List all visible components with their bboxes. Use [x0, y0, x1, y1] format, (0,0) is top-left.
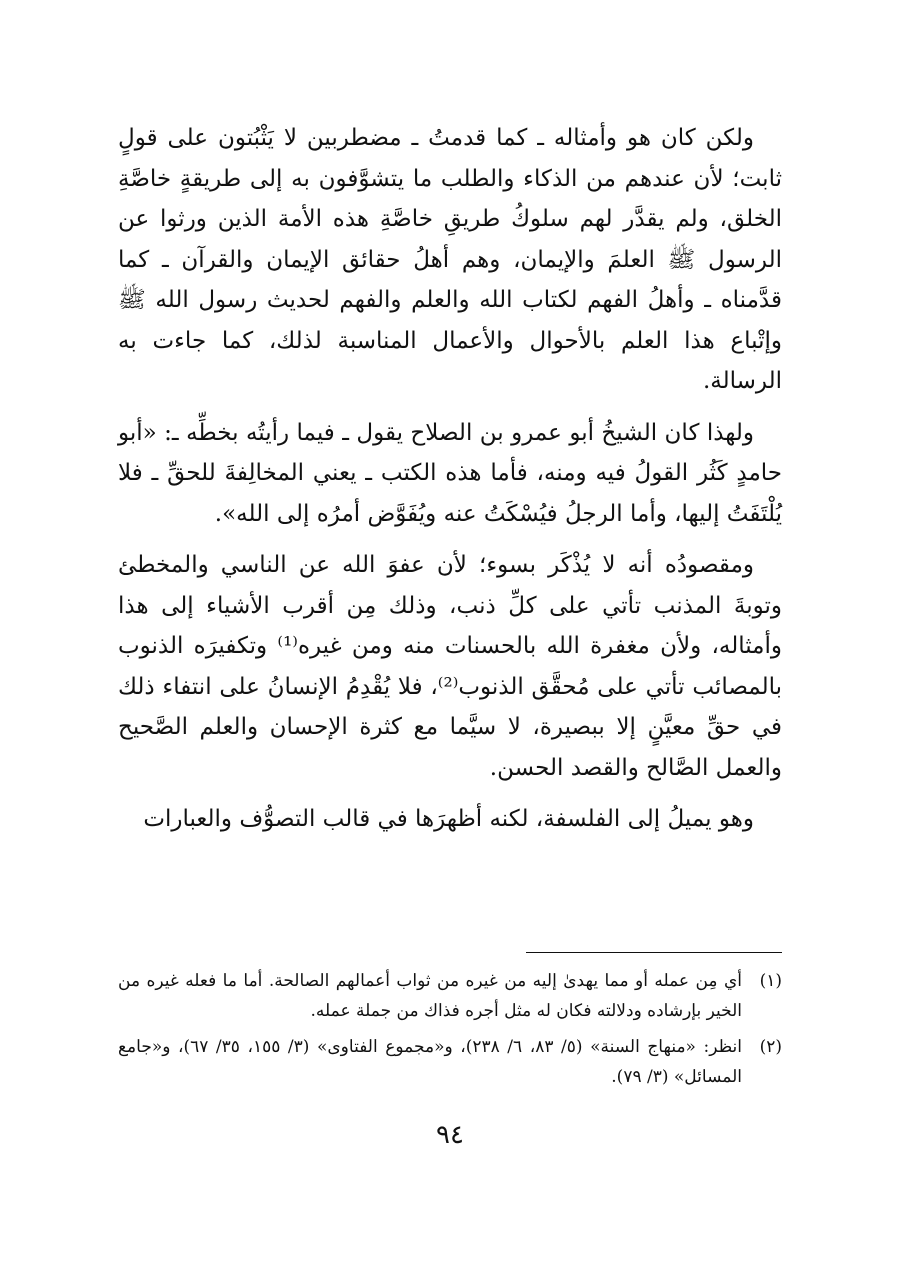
footnotes	[118, 966, 782, 1098]
main-text	[118, 118, 782, 851]
footnote-2	[118, 1032, 782, 1092]
paragraph-3: ومقصودُه أنه لا يُذْكَر بسوء؛ لأن عفوَ الله عن الناسي والمخطئ وتوبةَ المذنب تأتي على كلِّ ذنب، وذلك مِن أقرب الأشياء إلى هذا وأمثاله، ولأن مغفرة الله بالحسنات منه ومن غيره⁽¹⁾ وتكفيرَه الذنوب بالمصائب تأتي على مُحقَّق الذنوب⁽²⁾، فلا يُقْدِمُ الإنسانُ على انتفاء ذلك في حقِّ معيَّنٍ إلا ببصيرة، لا سيَّما مع كثرة الإحسان والعلم الصَّحيح والعمل الصَّالح والقصد الحسن.	[118, 552, 782, 781]
footnote-1-text: أي مِن عمله أو مما يهدىٰ إليه من غيره من ثواب أعمالهم الصالحة. أما ما فعله غيره من الخير بإرشاده ودلالته فكان له مثل أجره فذاك من جملة عمله.	[118, 971, 742, 1021]
footnote-1-number: (١)	[759, 971, 782, 991]
footnote-2-number: (٢)	[759, 1037, 782, 1057]
page-number: ٩٤	[436, 1120, 464, 1150]
paragraph-1: ولكن كان هو وأمثاله ـ كما قدمتُ ـ مضطربين لا يَثْبُتون على قولٍ ثابت؛ لأن عندهم من الذكاء والطلب ما يتشوَّفون به إلى طريقةٍ خاصَّةِ الخلق، ولم يقدَّر لهم سلوكُ طريقِ خاصَّةِ هذه الأمة الذين ورثوا عن الرسول ﷺ العلمَ والإيمان، وهم أهلُ حقائق الإيمان والقرآن ـ كما قدَّمناه ـ وأهلُ الفهم لكتاب الله والعلم والفهم لحديث رسول الله ﷺ وإتْباع هذا العلم بالأحوال والأعمال المناسبة لذلك، كما جاءت به الرسالة.	[118, 125, 782, 394]
footnote-separator	[526, 952, 782, 953]
paragraph-4: وهو يميلُ إلى الفلسفة، لكنه أظهرَها في قالب التصوُّف والعبارات	[143, 806, 754, 832]
footnote-1	[118, 966, 782, 1026]
paragraph-2: ولهذا كان الشيخُ أبو عمرو بن الصلاح يقول ـ فيما رأيتُه بخطِّه ـ: «أبو حامدٍ كَثُر القولُ فيه ومنه، فأما هذه الكتب ـ يعني المخالِفةَ للحقِّ ـ فلا يُلْتَفَتُ إليها، وأما الرجلُ فيُسْكَتُ عنه ويُفَوَّض أمرُه إلى الله».	[118, 419, 782, 527]
footnote-2-text: انظر: «منهاج السنة» (٥/ ٨٣، ٦/ ٢٣٨)، و«مجموع الفتاوى» (٣/ ١٥٥، ٣٥/ ٦٧)، و«جامع المسائل» (٣/ ٧٩).	[118, 1037, 743, 1087]
